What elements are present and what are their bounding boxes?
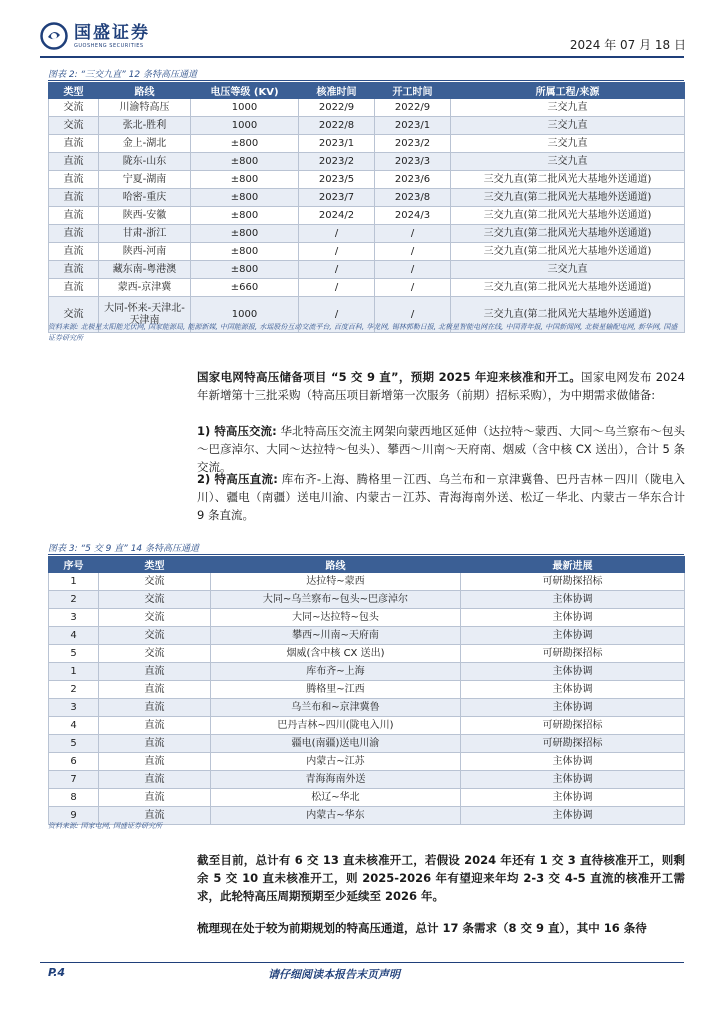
table-cell: 三交九直(第二批风光大基地外送通道) [451, 279, 685, 297]
fig3-header-cell: 路线 [211, 557, 461, 573]
table-cell: ±800 [191, 153, 299, 171]
dc-text: 库布齐-上海、腾格里－江西、乌兰布和－京津冀鲁、巴丹吉林－四川（陇电入川）、疆电（南疆）送电川渝、内蒙古－江苏、青海海南外送、松辽－华北、内蒙古－华东合计 9 条直流。 [197, 472, 685, 522]
table-cell: ±800 [191, 243, 299, 261]
table-cell: 可研勘探招标 [461, 573, 685, 591]
table-cell: 2022/8 [299, 117, 375, 135]
table-cell: 2023/6 [375, 171, 451, 189]
table-cell: 内蒙古~江苏 [211, 753, 461, 771]
table-cell: 交流 [99, 627, 211, 645]
table-cell: 直流 [49, 189, 99, 207]
table-row [49, 279, 685, 297]
fig2-header-cell: 电压等级 (KV) [191, 83, 299, 99]
table-cell: ±800 [191, 207, 299, 225]
table-cell: 主体协调 [461, 771, 685, 789]
table-cell: 三交九直 [451, 135, 685, 153]
fig3-header-cell: 最新进展 [461, 557, 685, 573]
table-cell: 2023/2 [375, 135, 451, 153]
table-cell: 川渝特高压 [99, 99, 191, 117]
table-cell: 大同~达拉特~包头 [211, 609, 461, 627]
table-row [49, 243, 685, 261]
table-cell: / [299, 243, 375, 261]
table-cell: 直流 [49, 261, 99, 279]
table-cell: 主体协调 [461, 789, 685, 807]
table-cell: 库布齐~上海 [211, 663, 461, 681]
header-divider [40, 56, 684, 58]
fig2-header-cell: 路线 [99, 83, 191, 99]
table-cell: 交流 [49, 99, 99, 117]
table-row [49, 699, 685, 717]
table-cell: 直流 [49, 225, 99, 243]
table-cell: / [375, 279, 451, 297]
paragraph-text: 国家电网发布 2024 年新增第十三批采购（特高压项目新增第一次服务（前期）招标采购），为中期需求做储备: [197, 370, 686, 402]
table-row [49, 627, 685, 645]
table-cell: 2023/3 [375, 153, 451, 171]
table-row [49, 225, 685, 243]
table-cell: 主体协调 [461, 591, 685, 609]
table-cell: 张北-胜利 [99, 117, 191, 135]
table-cell: 三交九直(第二批风光大基地外送通道) [451, 225, 685, 243]
table-cell: 直流 [99, 771, 211, 789]
table-cell: 5 [49, 735, 99, 753]
table-cell: / [375, 225, 451, 243]
table-cell: 1000 [191, 297, 299, 333]
page-number: P.4 [48, 966, 66, 979]
table-cell: 疆电(南疆)送电川渝 [211, 735, 461, 753]
table-cell: ±800 [191, 189, 299, 207]
table-cell: 腾格里~江西 [211, 681, 461, 699]
paragraph-3-text: 梳理现在处于较为前期规划的特高压通道，总计 17 条需求（8 交 9 直），其中 16 条待 [197, 921, 647, 935]
table-row [49, 99, 685, 117]
report-date: 2024 年 07 月 18 日 [569, 38, 686, 52]
table-cell: / [375, 297, 451, 333]
table-cell: 主体协调 [461, 699, 685, 717]
table-cell: 三交九直(第二批风光大基地外送通道) [451, 243, 685, 261]
table-cell: 主体协调 [461, 663, 685, 681]
table-row [49, 573, 685, 591]
table-cell: 大同-怀来-天津北-天津南 [99, 297, 191, 333]
table-cell: 主体协调 [461, 807, 685, 825]
table-row [49, 735, 685, 753]
fig2-title: 图表 2: “三交九直” 12 条特高压通道 [48, 70, 197, 80]
fig2-table [48, 82, 685, 333]
table-row [49, 645, 685, 663]
table-cell: 2022/9 [375, 99, 451, 117]
table-cell: 2023/1 [299, 135, 375, 153]
table-row [49, 717, 685, 735]
table-row [49, 663, 685, 681]
table-cell: 陇东-山东 [99, 153, 191, 171]
table-cell: 大同~乌兰察布~包头~巴彦淖尔 [211, 591, 461, 609]
table-cell: 2023/7 [299, 189, 375, 207]
ac-paragraph [197, 422, 685, 476]
brand-sub: GUOSHENG SECURITIES [74, 42, 144, 49]
table-row [49, 117, 685, 135]
table-cell: 2 [49, 591, 99, 609]
table-cell: / [299, 225, 375, 243]
table-cell: 陕西-河南 [99, 243, 191, 261]
table-cell: 直流 [99, 699, 211, 717]
table-cell: 三交九直(第二批风光大基地外送通道) [451, 189, 685, 207]
table-cell: 陕西-安徽 [99, 207, 191, 225]
fig2-header-cell: 所属工程/来源 [451, 83, 685, 99]
table-cell: 宁夏-湖南 [99, 171, 191, 189]
table-cell: 直流 [49, 279, 99, 297]
body-paragraph-2: 截至目前，总计有 6 交 13 直未核准开工，若假设 2024 年还有 1 交 3 直待核准开工，则剩余 5 交 10 直未核准开工，则 2025-2026 年有望迎来年均 2-3 交 4-5 直流的核准开工需求，此轮特高压周期预期至少延续至 2026 年。 [197, 853, 685, 903]
table-cell: 3 [49, 699, 99, 717]
table-cell: 蒙西-京津冀 [99, 279, 191, 297]
table-cell: 可研勘探招标 [461, 645, 685, 663]
table-cell: 甘肃-浙江 [99, 225, 191, 243]
table-row [49, 153, 685, 171]
dc-paragraph [197, 470, 685, 524]
table-cell: 直流 [49, 153, 99, 171]
table-cell: 乌兰布和~京津冀鲁 [211, 699, 461, 717]
table-cell: 三交九直(第二批风光大基地外送通道) [451, 297, 685, 333]
page-header [0, 0, 724, 60]
ac-text: 华北特高压交流主网架向蒙西地区延伸（达拉特～蒙西、大同～乌兰察布～包头～巴彦淖尔、大同～达拉特～包头）、攀西～川南～天府南、烟威（含中核 CX 送出），合计 5 条交流。 [197, 424, 685, 474]
table-cell: 直流 [99, 681, 211, 699]
fig3-source: 资料来源: 国家电网, 国盛证券研究所 [48, 822, 163, 830]
dc-label: 2) 特高压直流: [197, 472, 278, 486]
table-cell: 2023/1 [375, 117, 451, 135]
fig3-title: 图表 3: “5 交 9 直” 14 条特高压通道 [48, 544, 200, 554]
table-cell: 交流 [99, 609, 211, 627]
table-cell: 2024/2 [299, 207, 375, 225]
fig2-title-rule [48, 80, 684, 81]
table-cell: 1000 [191, 99, 299, 117]
table-cell: 三交九直(第二批风光大基地外送通道) [451, 207, 685, 225]
paragraph-lead: 国家电网特高压储备项目 “5 交 9 直”，预期 2025 年迎来核准和开工。 [197, 370, 582, 384]
body-paragraph-1 [197, 368, 685, 404]
table-cell: 主体协调 [461, 609, 685, 627]
table-cell: 9 [49, 807, 99, 825]
table-cell: 直流 [49, 243, 99, 261]
table-cell: 交流 [99, 591, 211, 609]
fig2-header-cell: 类型 [49, 83, 99, 99]
table-cell: 可研勘探招标 [461, 717, 685, 735]
footer-disclaimer: 请仔细阅读本报告末页声明 [268, 968, 400, 981]
table-row [49, 207, 685, 225]
table-cell: 攀西~川南~天府南 [211, 627, 461, 645]
table-cell: 直流 [99, 753, 211, 771]
fig2-header-cell: 开工时间 [375, 83, 451, 99]
table-cell: 主体协调 [461, 627, 685, 645]
table-cell: 三交九直 [451, 99, 685, 117]
fig3-title-rule [48, 554, 684, 555]
table-cell: 交流 [49, 297, 99, 333]
table-row [49, 261, 685, 279]
table-cell: 内蒙古~华东 [211, 807, 461, 825]
body-paragraph-3 [197, 919, 685, 937]
footer-divider [40, 962, 684, 963]
table-cell: 三交九直 [451, 153, 685, 171]
table-row [49, 171, 685, 189]
table-cell: 烟威(含中核 CX 送出) [211, 645, 461, 663]
brand-name: 国盛证券 [74, 22, 150, 43]
table-cell: ±800 [191, 135, 299, 153]
table-cell: 三交九直 [451, 261, 685, 279]
table-row [49, 771, 685, 789]
table-cell: 4 [49, 627, 99, 645]
table-cell: 直流 [49, 135, 99, 153]
fig2-header-row [49, 83, 685, 99]
fig3-header-cell: 类型 [99, 557, 211, 573]
table-cell: 藏东南-粤港澳 [99, 261, 191, 279]
fig2-source: 资料来源: 北极星太阳能光伏网, 国家能源局, 能源新媒, 中国能源报, 水瑶股份互动交流平台, 百度百科, 华龙网, 锡林郭勒日报, 北极星智能电网在线, 中国青年报, 中国新闻网, 北极星输配电网, 新华网, 国盛证券研究所 [48, 323, 678, 342]
table-cell: / [299, 297, 375, 333]
table-cell: 5 [49, 645, 99, 663]
table-cell: 2023/2 [299, 153, 375, 171]
table-cell: 1000 [191, 117, 299, 135]
table-cell: 三交九直 [451, 117, 685, 135]
table-cell: 巴丹吉林~四川(陇电入川) [211, 717, 461, 735]
table-cell: ±800 [191, 171, 299, 189]
table-cell: 交流 [99, 645, 211, 663]
table-cell: 直流 [49, 207, 99, 225]
table-cell: 交流 [49, 117, 99, 135]
table-cell: 2024/3 [375, 207, 451, 225]
table-cell: / [375, 261, 451, 279]
table-row [49, 135, 685, 153]
table-cell: 达拉特~蒙西 [211, 573, 461, 591]
table-cell: ±800 [191, 225, 299, 243]
table-cell: 直流 [99, 663, 211, 681]
table-cell: 8 [49, 789, 99, 807]
table-cell: 2023/8 [375, 189, 451, 207]
table-cell: 3 [49, 609, 99, 627]
table-row [49, 609, 685, 627]
table-cell: ±660 [191, 279, 299, 297]
table-row [49, 681, 685, 699]
ac-label: 1) 特高压交流: [197, 424, 277, 438]
table-cell: 哈密-重庆 [99, 189, 191, 207]
table-cell: 主体协调 [461, 753, 685, 771]
table-cell: 1 [49, 573, 99, 591]
company-logo [40, 22, 150, 50]
table-cell: 金上-湖北 [99, 135, 191, 153]
fig3-table [48, 556, 685, 825]
table-cell: 直流 [99, 807, 211, 825]
table-cell: 青海海南外送 [211, 771, 461, 789]
table-cell: 2023/5 [299, 171, 375, 189]
table-cell: / [299, 261, 375, 279]
table-cell: 2 [49, 681, 99, 699]
fig3-header-row [49, 557, 685, 573]
table-cell: 直流 [99, 789, 211, 807]
brand-logo-icon [40, 22, 68, 50]
table-cell: 主体协调 [461, 681, 685, 699]
table-cell: 直流 [99, 717, 211, 735]
table-cell: 直流 [49, 171, 99, 189]
fig3-header-cell: 序号 [49, 557, 99, 573]
table-cell: 三交九直(第二批风光大基地外送通道) [451, 171, 685, 189]
table-row [49, 189, 685, 207]
table-cell: 7 [49, 771, 99, 789]
table-cell: 2022/9 [299, 99, 375, 117]
table-cell: 4 [49, 717, 99, 735]
table-row [49, 753, 685, 771]
table-row [49, 591, 685, 609]
table-cell: / [299, 279, 375, 297]
table-cell: 直流 [99, 735, 211, 753]
table-cell: 6 [49, 753, 99, 771]
table-cell: 1 [49, 663, 99, 681]
table-cell: 交流 [99, 573, 211, 591]
table-cell: 可研勘探招标 [461, 735, 685, 753]
fig2-header-cell: 核准时间 [299, 83, 375, 99]
table-cell: 松辽~华北 [211, 789, 461, 807]
table-cell: / [375, 243, 451, 261]
table-row [49, 789, 685, 807]
table-cell: ±800 [191, 261, 299, 279]
